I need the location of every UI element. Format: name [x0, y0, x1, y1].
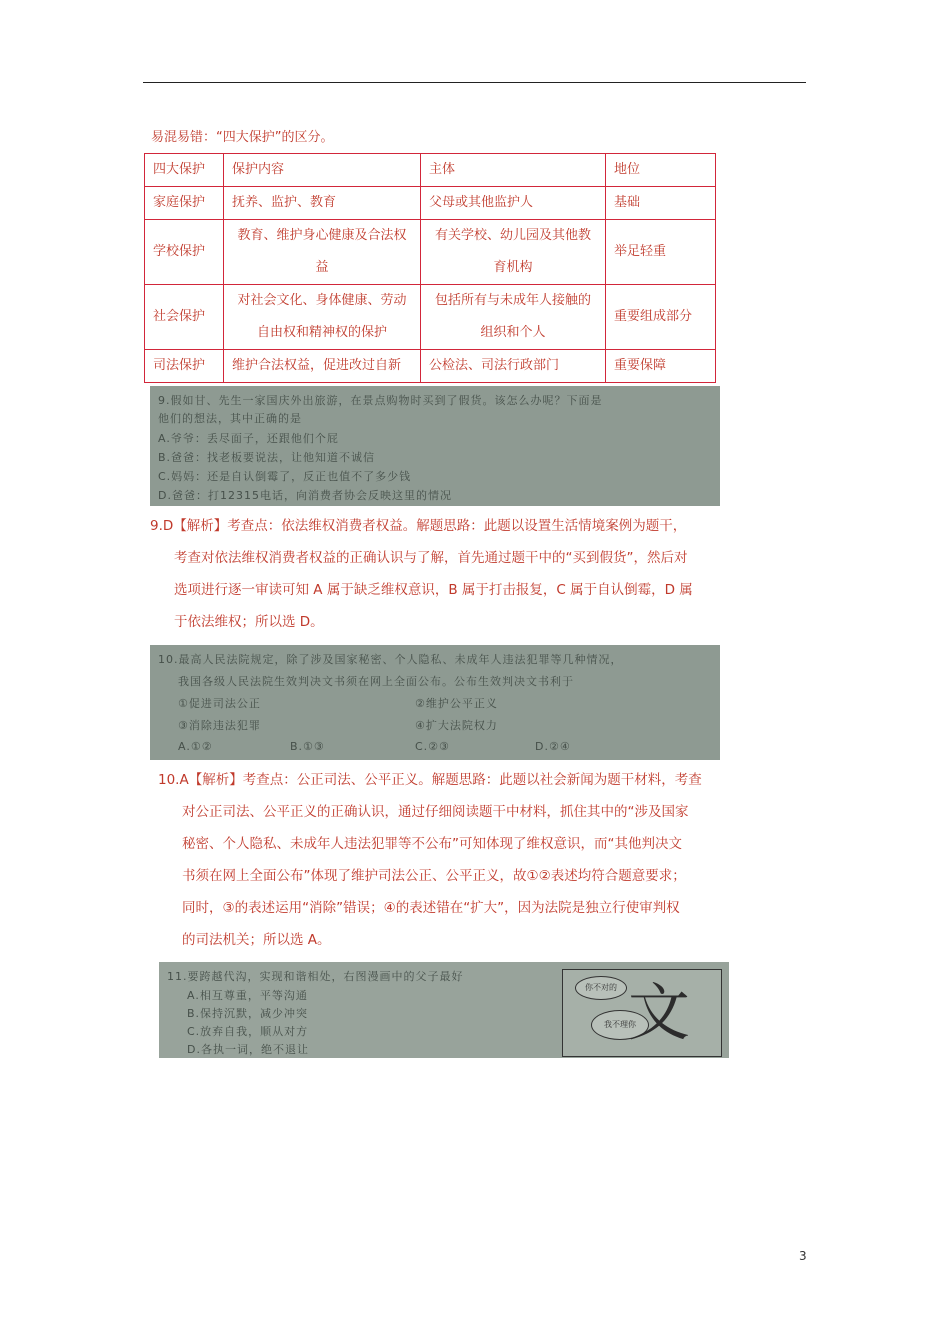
question-option: ③消除违法犯罪 — [178, 719, 261, 732]
cartoon-character: 文 — [628, 976, 691, 1049]
question-choice: C.②③ — [415, 740, 450, 753]
question-choice: B.①③ — [290, 740, 325, 753]
answer-line: 考查对依法维权消费者权益的正确认识与了解，首先通过题干中的“买到假货”，然后对 — [174, 550, 688, 566]
table-cell: 基础 — [606, 187, 716, 220]
question-line: 10.最高人民法院规定，除了涉及国家秘密、个人隐私、未成年人违法犯罪等几种情况， — [158, 653, 623, 666]
table-header-row — [145, 154, 716, 187]
question-line: 我国各级人民法院生效判决文书须在网上全面公布。公布生效判决文书利于 — [178, 675, 574, 688]
table-cell: 抚养、监护、教育 — [224, 187, 421, 220]
answer-line: 的司法机关；所以选 A。 — [182, 932, 331, 948]
question-line: 他们的想法，其中正确的是 — [158, 412, 302, 425]
question-option: C.放弃自我，顺从对方 — [187, 1025, 309, 1038]
table-cell: 家庭保护 — [145, 187, 224, 220]
question-option: ①促进司法公正 — [178, 697, 261, 710]
question-line: 9.假如甘、先生一家国庆外出旅游，在景点购物时买到了假货。该怎么办呢？下面是 — [158, 394, 603, 407]
table-cell: 父母或其他监护人 — [421, 187, 606, 220]
question-choice: D.②④ — [535, 740, 571, 753]
question-line: 11.要跨越代沟，实现和谐相处，右图漫画中的父子最好 — [167, 970, 464, 983]
answer-line: 同时，③的表述运用“消除”错误；④的表述错在“扩大”，因为法院是独立行使审判权 — [182, 900, 680, 916]
answer-line: 于依法维权；所以选 D。 — [174, 614, 324, 630]
question-option: D.各执一词，绝不退让 — [187, 1043, 309, 1056]
question-option: ②维护公平正义 — [415, 697, 498, 710]
table-header-cell: 主体 — [421, 154, 606, 187]
answer-line: 书须在网上全面公布”体现了维护司法公正、公平正义，故①②表述均符合题意要求； — [182, 868, 686, 884]
table-cell: 重要保障 — [606, 350, 716, 383]
table-cell: 对社会文化、身体健康、劳动自由权和精神权的保护 — [224, 285, 421, 350]
question-option: ④扩大法院权力 — [415, 719, 498, 732]
answer-line: 9.D【解析】考查点：依法维权消费者权益。解题思路：此题以设置生活情境案例为题干， — [150, 518, 687, 534]
answer-line: 10.A【解析】考查点：公正司法、公平正义。解题思路：此题以社会新闻为题干材料，考查 — [158, 772, 702, 788]
answer-10 — [158, 764, 702, 956]
table-row — [145, 350, 716, 383]
table-header-cell: 保护内容 — [224, 154, 421, 187]
question-option: C.妈妈：还是自认倒霉了，反正也值不了多少钱 — [158, 470, 412, 483]
question-10-scan — [150, 645, 720, 760]
question-choice: A.①② — [178, 740, 213, 753]
table-cell: 维护合法权益，促进改过自新 — [224, 350, 421, 383]
table-cell: 有关学校、幼儿园及其他教育机构 — [421, 220, 606, 285]
table-header-cell: 地位 — [606, 154, 716, 187]
speech-bubble: 你不对的 — [575, 976, 627, 1000]
question-option: B.保持沉默，减少冲突 — [187, 1007, 309, 1020]
answer-line: 选项进行逐一审读可知 A 属于缺乏维权意识，B 属于打击报复，C 属于自认倒霉，D 属 — [174, 582, 693, 598]
cartoon-illustration — [562, 969, 722, 1057]
page-number: 3 — [799, 1249, 807, 1263]
table-cell: 包括所有与未成年人接触的组织和个人 — [421, 285, 606, 350]
table-row — [145, 220, 716, 285]
table-header-cell: 四大保护 — [145, 154, 224, 187]
question-option: A.相互尊重，平等沟通 — [187, 989, 308, 1002]
table-row — [145, 187, 716, 220]
answer-line: 对公正司法、公平正义的正确认识，通过仔细阅读题干中材料，抓住其中的“涉及国家 — [182, 804, 689, 820]
table-cell: 教育、维护身心健康及合法权益 — [224, 220, 421, 285]
question-option: B.爸爸：找老板要说法，让他知道不诚信 — [158, 451, 376, 464]
header-rule — [143, 82, 806, 83]
question-option: D.爸爸：打12315电话，向消费者协会反映这里的情况 — [158, 489, 452, 502]
protection-table — [144, 153, 716, 383]
table-cell: 举足轻重 — [606, 220, 716, 285]
table-cell: 学校保护 — [145, 220, 224, 285]
table-row — [145, 285, 716, 350]
table-cell: 重要组成部分 — [606, 285, 716, 350]
table-cell: 公检法、司法行政部门 — [421, 350, 606, 383]
speech-bubble: 我不理你 — [591, 1010, 649, 1040]
answer-line: 秘密、个人隐私、未成年人违法犯罪等不公布”可知体现了维权意识，而“其他判决文 — [182, 836, 682, 852]
answer-9 — [150, 510, 693, 638]
table-cell: 社会保护 — [145, 285, 224, 350]
table-cell: 司法保护 — [145, 350, 224, 383]
question-option: A.爷爷：丢尽面子，还跟他们个屁 — [158, 432, 339, 445]
section-note: 易混易错：“四大保护”的区分。 — [151, 130, 334, 145]
question-9-scan — [150, 386, 720, 506]
